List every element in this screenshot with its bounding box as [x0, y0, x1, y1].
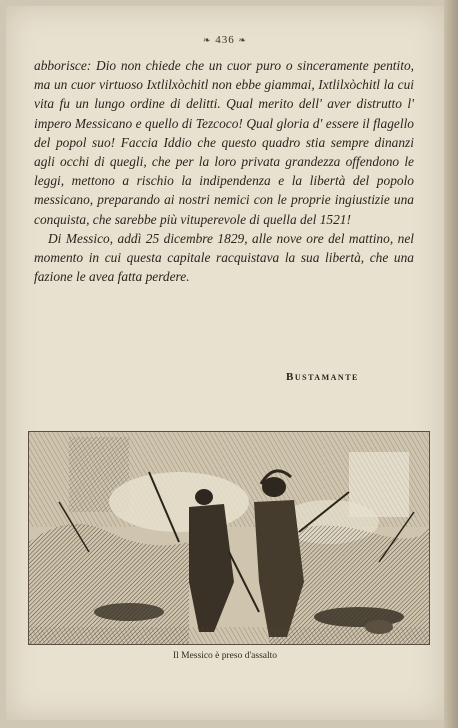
engraving-illustration [28, 431, 430, 645]
book-page [6, 6, 444, 720]
illustration-caption: Il Messico è preso d'assalto [172, 651, 278, 661]
book-spine-edge [444, 0, 458, 728]
ornament-left: ❧ [202, 35, 212, 45]
battle-scene-engraving [29, 432, 429, 644]
paragraph-dateline: Di Messico, addì 25 dicembre 1829, alle nove ore del mattino, nel momento in cui questa capitale racquistava la sua libertà, che una fazione le avea fatta perdere. [34, 230, 414, 285]
paragraph-conclusion: abborisce: Dio non chiede che un cuor puro o sinceramente pentito, ma un cuor virtuoso Ixtlilxòchitl non ebbe giammai, Ixtlilxòchitl la cui vita fu un lungo ordine di delitti. Qual merito dell' aver distrutto l' impero Messicano e quello di Tezcoco! Qual gloria d' essere il flagello del popol suo! Faccia Iddio che questo quadro stia sempre dinanzi agli occhi di quegli, che per la loro privata grandezza offendono le leggi, mettono a rischio la indipendenza e la libertà del popolo messicano, preparando ai nostri nemici con le proprie ingiustizie una conquista, che sarebbe più vituperevole di quella del 1521! [34, 58, 414, 227]
page-number: 436 [215, 34, 235, 46]
body-text [34, 56, 414, 286]
author-signature: Bustamante [286, 371, 359, 383]
ornament-right: ❧ [238, 35, 248, 45]
page-header [6, 34, 444, 46]
